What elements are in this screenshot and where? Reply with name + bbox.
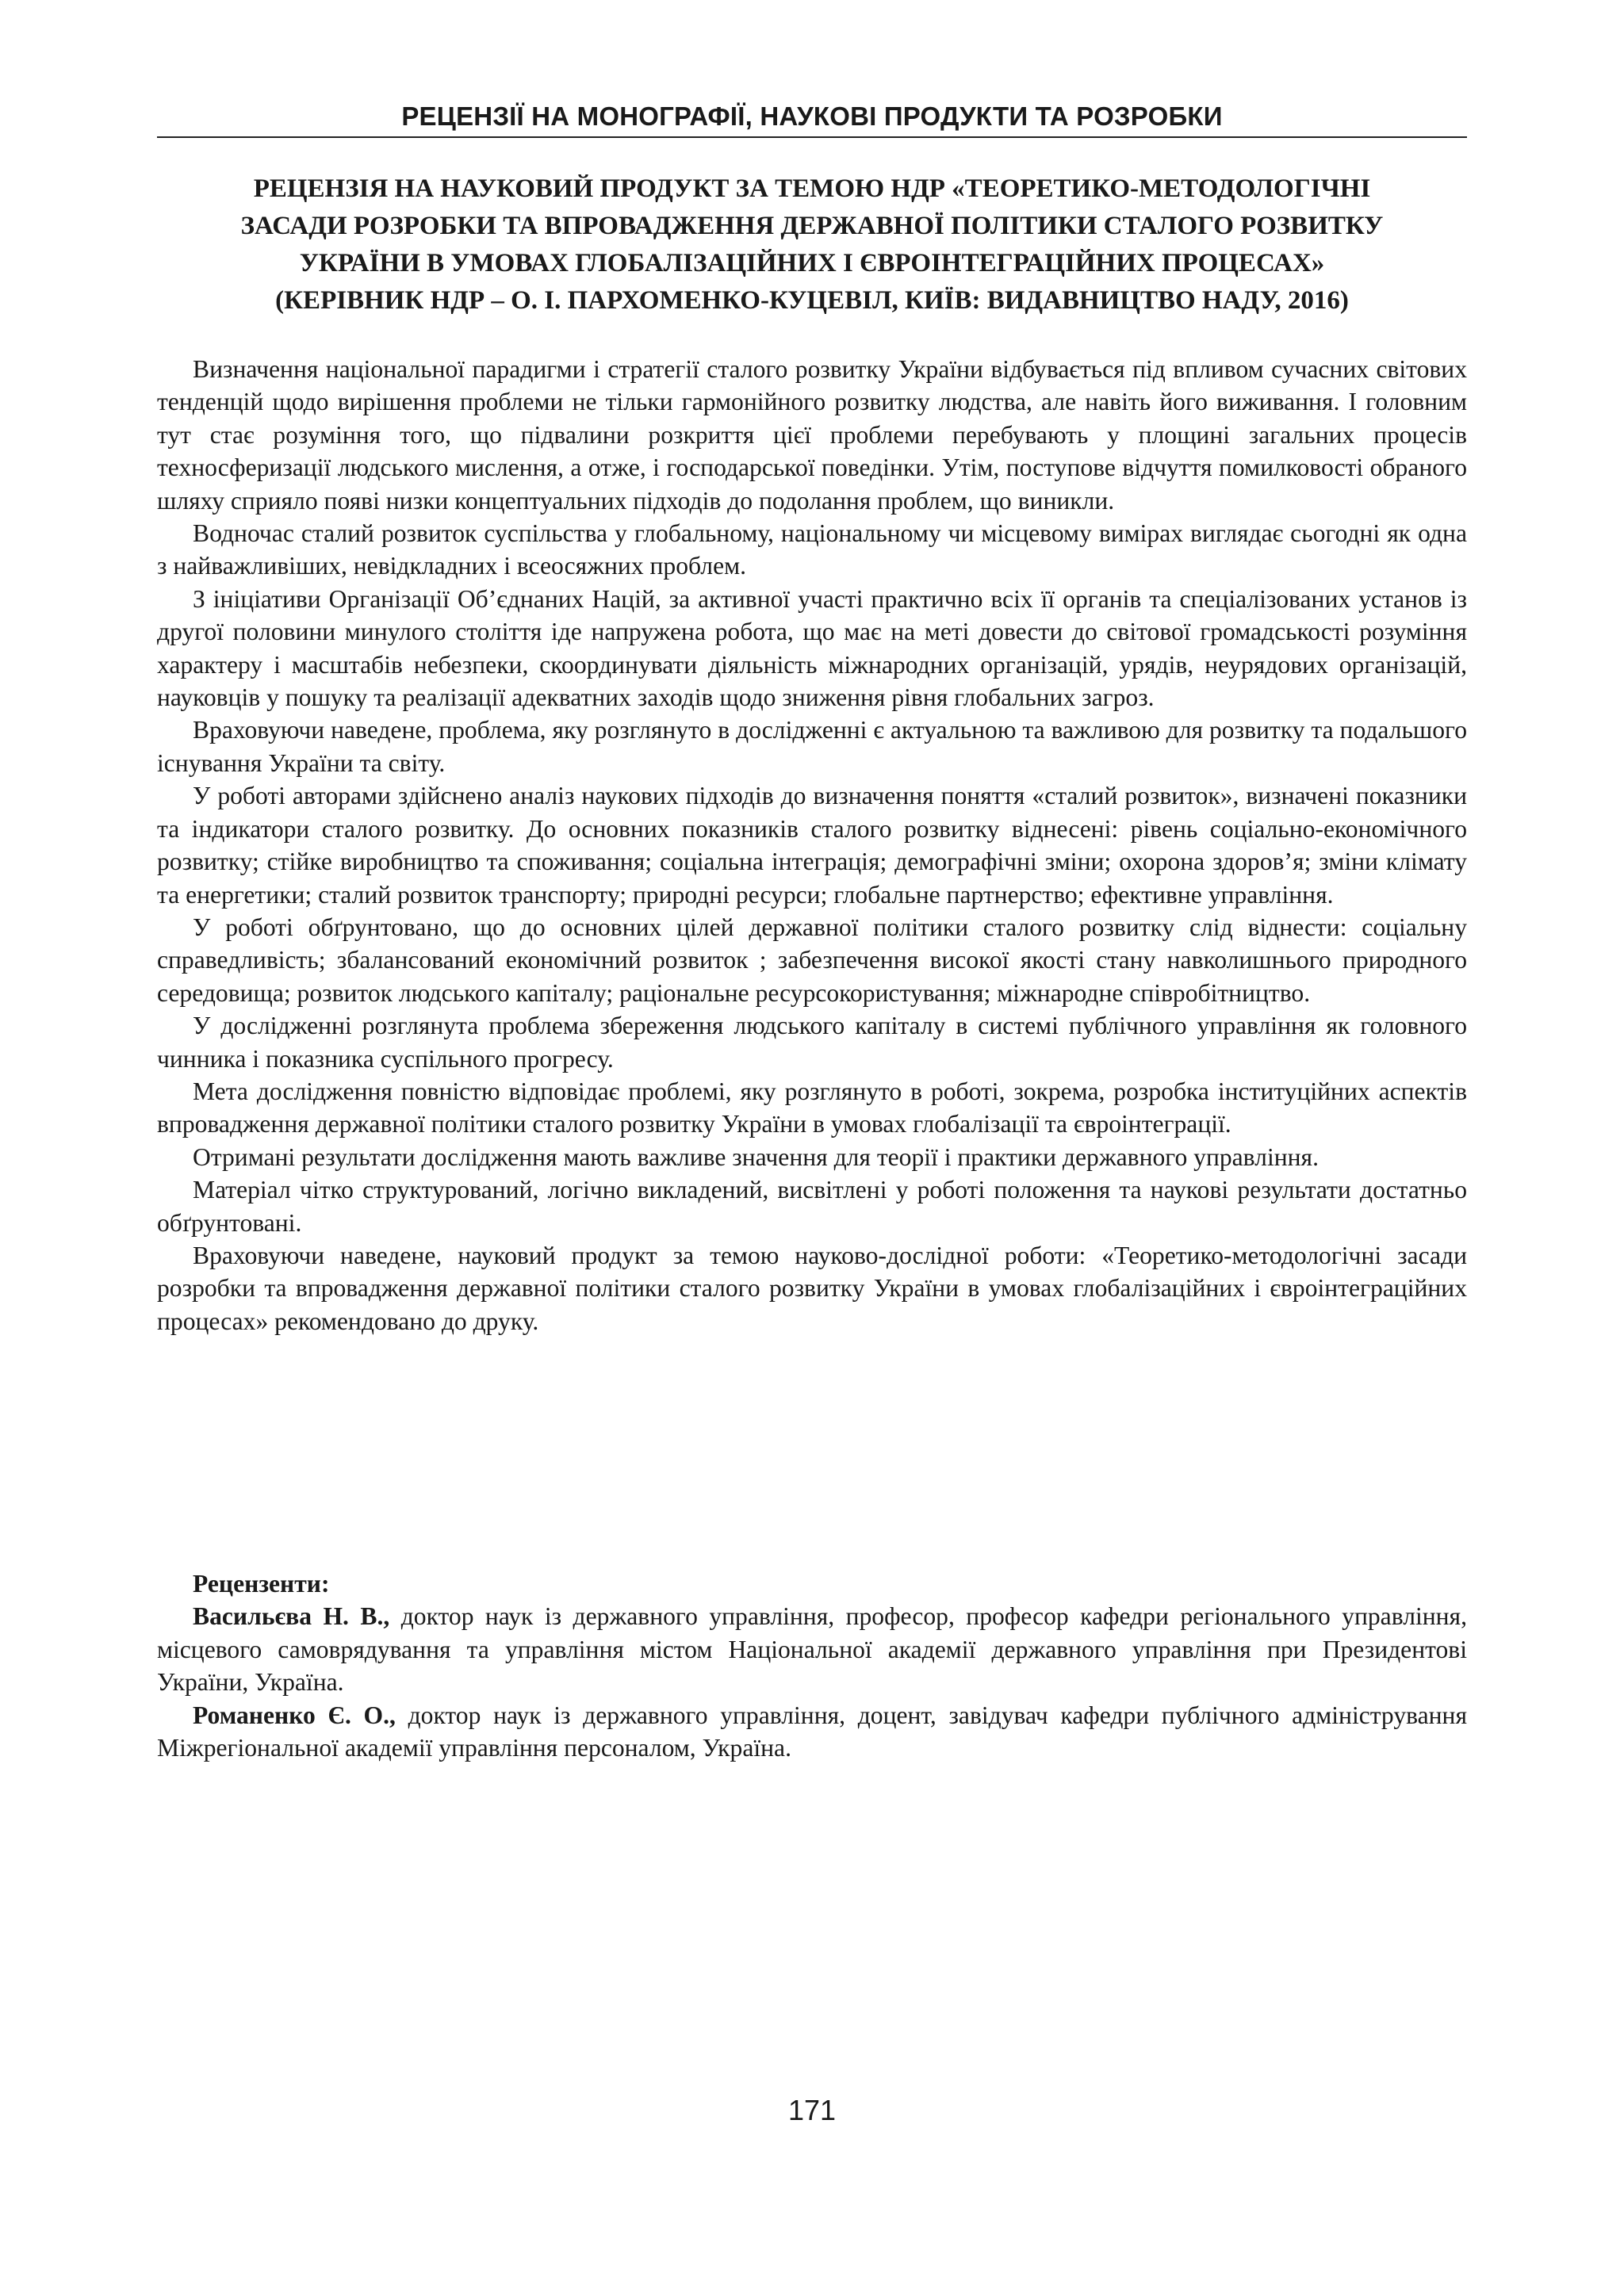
title-line: ЗАСАДИ РОЗРОБКИ ТА ВПРОВАДЖЕННЯ ДЕРЖАВНОЇ ПОЛІТИКИ СТАЛОГО РОЗВИТКУ (240, 212, 1384, 240)
reviewer-name: Васильєва Н. В., (193, 1602, 390, 1631)
title-line: РЕЦЕНЗІЯ НА НАУКОВИЙ ПРОДУКТ ЗА ТЕМОЮ НДР «ТЕОРЕТИКО-МЕТОДОЛОГІЧНІ (253, 174, 1371, 203)
paragraph: З ініціативи Організації Об’єднаних Націй, за активної участі практично всіх її органів та спеціалізованих установ із другої половини минулого століття іде напружена робота, що має на меті довести до світової громадськості розуміння характеру і масштабів небезпеки, скоординувати діяльність міжнародних організацій, урядів, неурядових організацій, науковців у пошуку та реалізації адекватних заходів щодо зниження рівня глобальних загроз. (157, 584, 1467, 712)
title-line: УКРАЇНИ В УМОВАХ ГЛОБАЛІЗАЦІЙНИХ І ЄВРОІНТЕГРАЦІЙНИХ ПРОЦЕСАХ» (299, 249, 1325, 277)
article-body (157, 353, 1467, 1337)
reviewer-entry (157, 1600, 1467, 1698)
title-line: (КЕРІВНИК НДР – О. І. ПАРХОМЕНКО-КУЦЕВІЛ, КИЇВ: ВИДАВНИЦТВО НАДУ, 2016) (275, 286, 1349, 315)
paragraph: Матеріал чітко структурований, логічно викладений, висвітлені у роботі положення та наукові результати достатньо обґрунтовані. (157, 1176, 1467, 1237)
paragraph: У роботі обґрунтовано, що до основних цілей державної політики сталого розвитку слід віднести: соціальну справедливість; збалансований економічний розвиток ; забезпечення високої якості стану навколишнього природного середовища; розвиток людського капіталу; раціональне ресурсокористування; міжнародне співробітництво. (157, 913, 1467, 1007)
paragraph: Мета дослідження повністю відповідає проблемі, яку розглянуто в роботі, зокрема, розробка інституційних аспектів впровадження державної політики сталого розвитку України в умовах глобалізації та євроінтеграції. (157, 1077, 1467, 1138)
reviewers-heading: Рецензенти: (193, 1570, 330, 1598)
header-divider (157, 136, 1467, 138)
paragraph: Отримані результати дослідження мають важливе значення для теорії і практики державного управління. (193, 1142, 1319, 1171)
reviewer-entry (157, 1699, 1467, 1765)
paragraph: Водночас сталий розвиток суспільства у глобальному, національному чи місцевому вимірах виглядає сьогодні як одна з найважливіших, невідкладних і всеосяжних проблем. (157, 519, 1467, 580)
article-title (157, 170, 1467, 320)
reviewers-section (157, 1567, 1467, 1764)
reviewer-details: доктор наук із державного управління, професор, професор кафедри регіонального управління, місцевого самоврядування та управління містом Національної академії державного управління при Президентові України, Україна. (157, 1602, 1467, 1697)
running-header: РЕЦЕНЗІЇ НА МОНОГРАФІЇ, НАУКОВІ ПРОДУКТИ ТА РОЗРОБКИ (401, 101, 1223, 131)
paragraph: Враховуючи наведене, проблема, яку розглянуто в дослідженні є актуальною та важливою для розвитку та подальшого існування України та світу. (157, 716, 1467, 777)
paragraph: У дослідженні розглянута проблема збереження людського капіталу в системі публічного управління як головного чинника і показника суспільного прогресу. (157, 1012, 1467, 1073)
page-number: 171 (787, 2094, 837, 2126)
reviewer-name: Романенко Є. О., (193, 1701, 396, 1729)
paragraph: У роботі авторами здійснено аналіз наукових підходів до визначення поняття «сталий розвиток», визначені показники та індикатори сталого розвитку. До основних показників сталого розвитку віднесені: рівень соціально-економічного розвитку; стійке виробництво та споживання; соціальна інтеграція; демографічні зміни; охорона здоров’я; зміни клімату та енергетики; сталий розвиток транспорту; природні ресурси; глобальне партнерство; ефективне управління. (157, 782, 1467, 909)
reviewer-details: доктор наук із державного управління, доцент, завідувач кафедри публічного адміністрування Міжрегіональної академії управління персоналом, Україна. (157, 1701, 1467, 1762)
paragraph: Враховуючи наведене, науковий продукт за темою науково-дослідної роботи: «Теоретико-методологічні засади розробки та впровадження державної політики сталого розвитку України в умовах глобалізаційних і євроінтеграційних процесах» рекомендовано до друку. (157, 1241, 1467, 1335)
paragraph: Визначення національної парадигми і стратегії сталого розвитку України відбувається під впливом сучасних світових тенденцій щодо вирішення проблеми не тільки гармонійного розвитку людства, але навіть його виживання. І головним тут стає розуміння того, що підвалини розкриття цієї проблеми перебувають у площині загальних процесів техносферизації людського мислення, а отже, і господарської поведінки. Утім, поступове відчуття помилковості обраного шляху сприяло появі низки концептуальних підходів до подолання проблем, що виникли. (157, 355, 1467, 515)
